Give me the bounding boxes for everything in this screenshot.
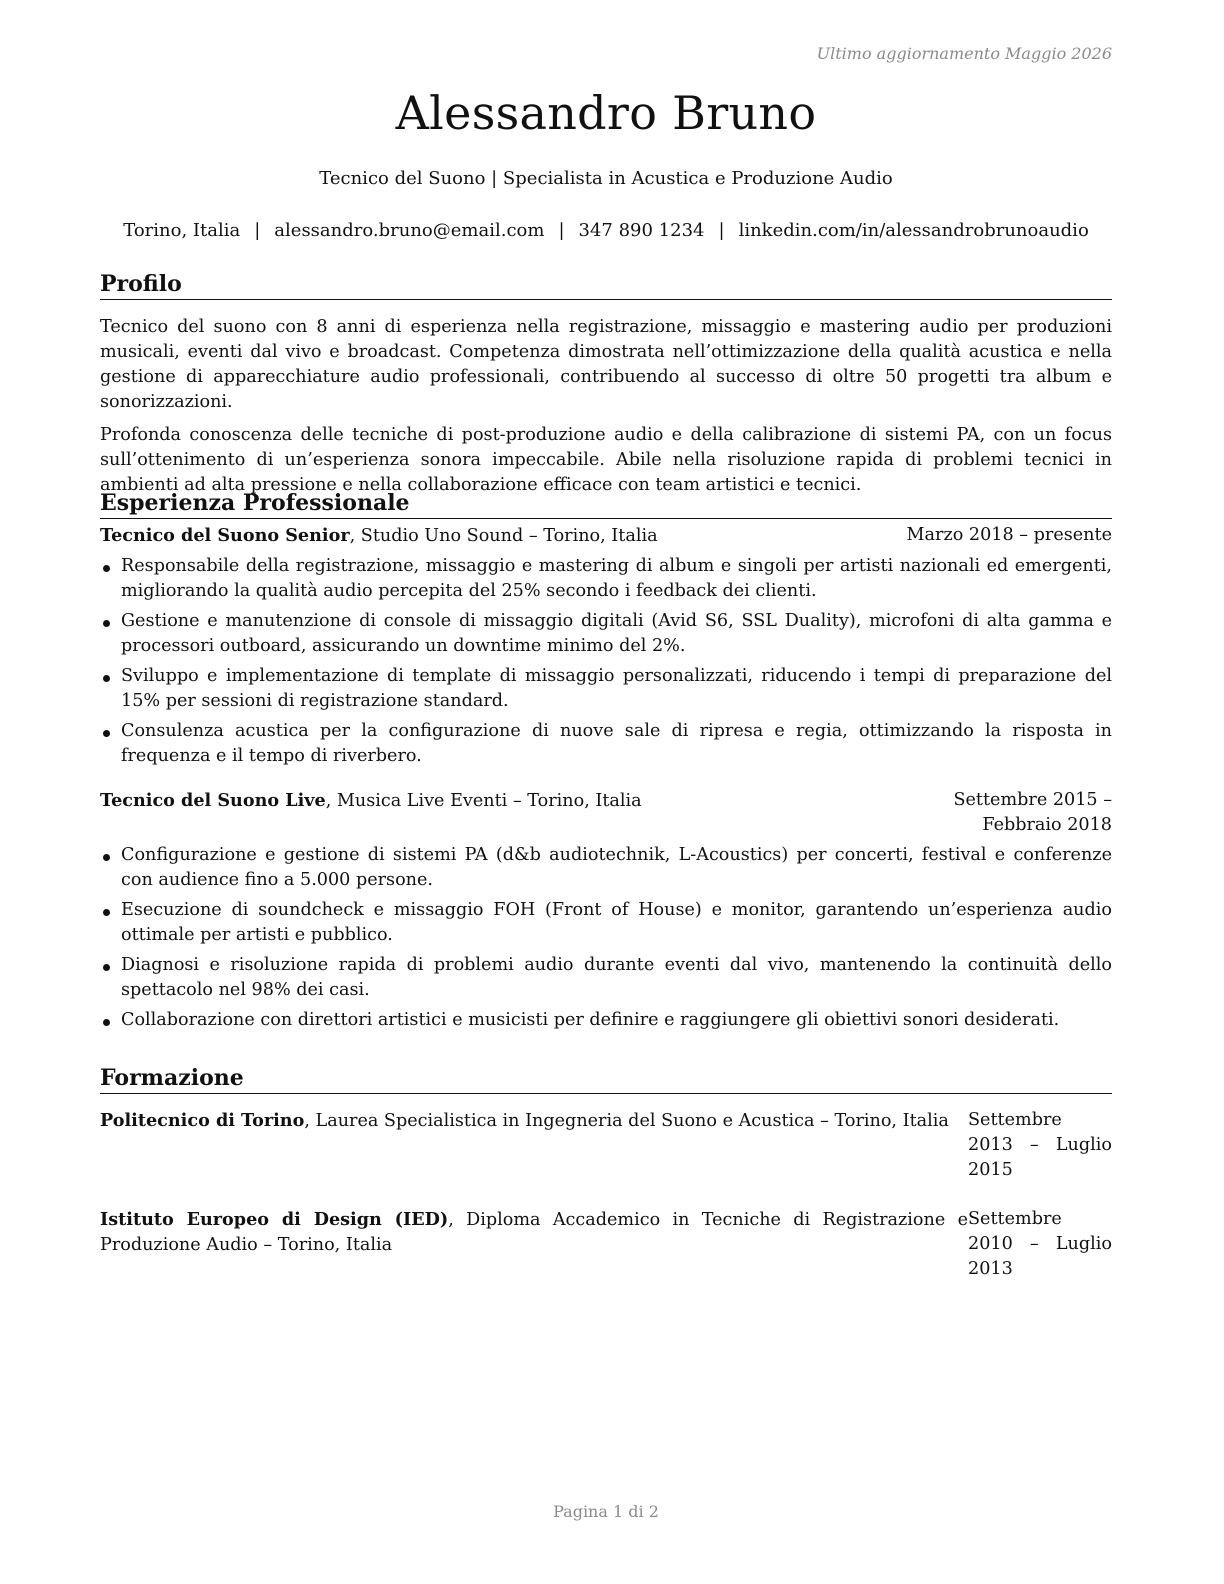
education-section xyxy=(100,1064,1112,1282)
job-bullet: Gestione e manutenzione di console di missaggio digitali (Avid S6, SSL Duality), microfoni di alta gamma e processori outboard, assicurando un downtime minimo del 2%. xyxy=(100,609,1112,659)
bullet-icon xyxy=(103,675,110,682)
education-dates: Settembre 2010 – Luglio 2013 xyxy=(968,1209,1112,1279)
last-updated-note: Ultimo aggiornamento Maggio 2026 xyxy=(816,44,1112,63)
education-dates: Settembre 2013 – Luglio 2015 xyxy=(968,1110,1112,1180)
education-school: Politecnico di Torino xyxy=(100,1110,305,1131)
bullet-icon xyxy=(103,964,110,971)
job-role: Tecnico del Suono Senior xyxy=(100,525,350,546)
job-bullet: Collaborazione con direttori artistici e musicisti per definire e raggiungere gli obiettivi sonori desiderati. xyxy=(100,1008,1112,1033)
job-header xyxy=(100,523,1112,549)
section-title-profile: Profilo xyxy=(100,270,1112,300)
headline: Tecnico del Suono | Specialista in Acustica e Produzione Audio xyxy=(319,168,893,189)
contact-line xyxy=(100,220,1112,241)
experience-section xyxy=(100,489,1112,1038)
job-dates: Marzo 2018 – presente xyxy=(906,525,1112,545)
job-bullet: Responsabile della registrazione, missaggio e mastering di album e singoli per artisti nazionali ed emergenti, migliorando la qualità audio percepita del 25% secondo i feedback dei clienti. xyxy=(100,554,1112,604)
job-bullets xyxy=(100,843,1112,1033)
bullet-icon xyxy=(103,854,110,861)
contact-linkedin[interactable]: linkedin.com/in/alessandrobrunoaudio xyxy=(738,220,1089,241)
job-bullet: Configurazione e gestione di sistemi PA (d&b audiotechnik, L-Acoustics) per concerti, festival e conferenze con audience fino a 5.000 persone. xyxy=(100,843,1112,893)
education-entry xyxy=(100,1108,1112,1183)
job-entry xyxy=(100,788,1112,1033)
profile-section xyxy=(100,270,1112,498)
job-header xyxy=(100,788,1112,838)
profile-paragraph: Tecnico del suono con 8 anni di esperienza nella registrazione, missaggio e mastering audio per produzioni musicali, eventi dal vivo e broadcast. Competenza dimostrata nell’ottimizzazione della qualità acustica e nella gestione di apparecchiature audio professionali, contribuendo al successo di oltre 50 progetti tra album e sonorizzazioni. xyxy=(100,317,1112,412)
bullet-icon xyxy=(103,909,110,916)
job-bullet: Esecuzione di soundcheck e missaggio FOH (Front of House) e monitor, garantendo un’esperienza audio ottimale per artisti e pubblico. xyxy=(100,898,1112,948)
bullet-icon xyxy=(103,565,110,572)
job-employer: , Studio Uno Sound – Torino, Italia xyxy=(349,526,658,546)
contact-separator: | xyxy=(254,220,261,241)
job-bullet: Diagnosi e risoluzione rapida di problemi audio durante eventi dal vivo, mantenendo la continuità dello spettacolo nel 98% dei casi. xyxy=(100,953,1112,1003)
job-employer: , Musica Live Eventi – Torino, Italia xyxy=(325,791,642,811)
section-title-experience: Esperienza Professionale xyxy=(100,489,1112,519)
contact-separator: | xyxy=(718,220,725,241)
job-dates: Settembre 2015 – Febbraio 2018 xyxy=(953,790,1112,835)
education-entry xyxy=(100,1207,1112,1282)
contact-separator: | xyxy=(558,220,565,241)
job-role: Tecnico del Suono Live xyxy=(100,790,326,811)
education-degree: , Laurea Specialistica in Ingegneria del Suono e Acustica – Torino, Italia xyxy=(304,1111,949,1131)
bullet-icon xyxy=(103,620,110,627)
contact-phone[interactable]: 347 890 1234 xyxy=(578,220,705,241)
job-bullet: Sviluppo e implementazione di template di missaggio personalizzati, riducendo i tempi di preparazione del 15% per sessioni di registrazione standard. xyxy=(100,664,1112,714)
education-degree: , Diploma Accademico in Tecniche di Registrazione e Produzione Audio – Torino, Italia xyxy=(100,1210,969,1255)
candidate-name: Alessandro Bruno xyxy=(395,86,817,140)
job-bullets xyxy=(100,554,1112,769)
job-bullet: Consulenza acustica per la configurazione di nuove sale di ripresa e regia, ottimizzando la risposta in frequenza e il tempo di riverbero. xyxy=(100,719,1112,769)
contact-email[interactable]: alessandro.bruno@email.com xyxy=(274,220,545,241)
bullet-icon xyxy=(103,1019,110,1026)
education-school: Istituto Europeo di Design (IED) xyxy=(100,1209,449,1230)
profile-paragraph: Profonda conoscenza delle tecniche di post-produzione audio e della calibrazione di sistemi PA, con un focus sull’ottenimento di un’esperienza sonora impeccabile. Abile nella risoluzione rapida di problemi tecnici in ambienti ad alta pressione e nella collaborazione efficace con team artistici e tecnici. xyxy=(100,425,1112,495)
resume-page xyxy=(100,0,1112,1584)
bullet-icon xyxy=(103,730,110,737)
page-number: Pagina 1 di 2 xyxy=(553,1502,659,1521)
section-title-education: Formazione xyxy=(100,1064,1112,1094)
job-entry xyxy=(100,523,1112,769)
contact-location: Torino, Italia xyxy=(123,220,241,241)
